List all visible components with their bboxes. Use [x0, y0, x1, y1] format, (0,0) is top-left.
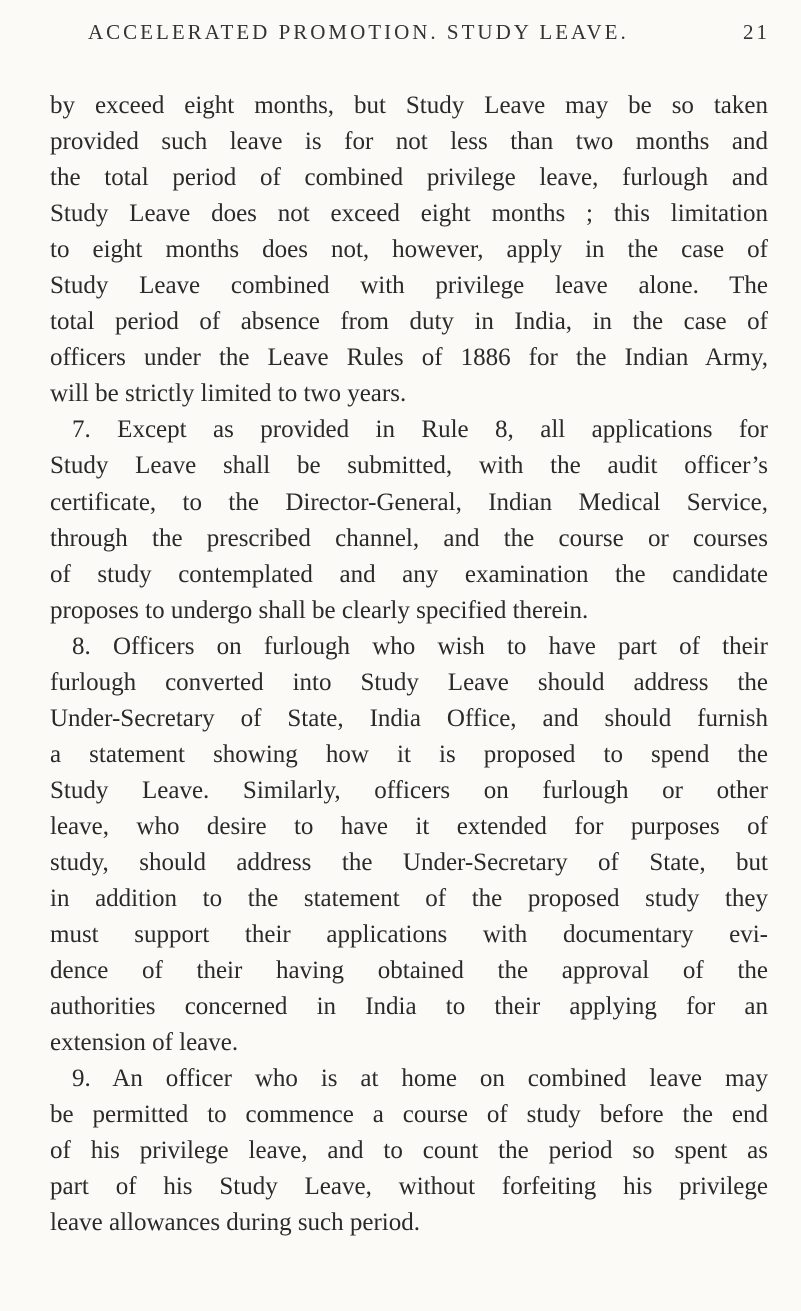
text-line: furlough converted into Study Leave should address the: [50, 668, 768, 696]
text-line: Study Leave. Similarly, officers on furlough or other: [50, 776, 768, 804]
text-line: proposes to undergo shall be clearly specified therein.: [50, 596, 589, 624]
text-line: provided such leave is for not less than two months and: [50, 128, 768, 156]
text-line: of his privilege leave, and to count the period so spent as: [50, 1137, 768, 1165]
text-line: of study contemplated and any examination the candidate: [50, 560, 768, 588]
running-head-title: ACCELERATED PROMOTION. STUDY LEAVE.: [88, 20, 629, 44]
text-line: leave, who desire to have it extended for purposes of: [50, 812, 768, 840]
text-line: extension of leave.: [50, 1029, 239, 1057]
text-line: certificate, to the Director-General, Indian Medical Service,: [50, 488, 768, 516]
text-line: part of his Study Leave, without forfeiting his privilege: [50, 1173, 768, 1201]
text-line: a statement showing how it is proposed to spend the: [50, 740, 768, 768]
text-line: study, should address the Under-Secretary of State, but: [50, 848, 768, 876]
text-line: officers under the Leave Rules of 1886 for the Indian Army,: [50, 344, 768, 372]
text-line: Study Leave shall be submitted, with the audit officer’s: [50, 452, 768, 480]
paragraph: [50, 629, 768, 1062]
text-line: Study Leave combined with privilege leave alone. The: [50, 272, 768, 300]
text-line: Under-Secretary of State, India Office, and should furnish: [50, 704, 768, 732]
text-line: the total period of combined privilege leave, furlough and: [50, 164, 768, 192]
text-line: dence of their having obtained the approval of the: [50, 957, 768, 985]
text-line: 7. Except as provided in Rule 8, all applications for: [72, 416, 768, 444]
running-head: [88, 20, 770, 56]
body-text: [50, 88, 768, 1242]
text-line: total period of absence from duty in India, in the case of: [50, 308, 768, 336]
text-line: Study Leave does not exceed eight months ; this limitation: [50, 200, 768, 228]
text-line: authorities concerned in India to their applying for an: [50, 993, 768, 1021]
text-line: to eight months does not, however, apply in the case of: [50, 236, 768, 264]
page-number: 21: [743, 20, 770, 44]
paragraph: [50, 88, 768, 412]
text-line: 8. Officers on furlough who wish to have part of their: [72, 632, 768, 660]
text-line: 9. An officer who is at home on combined leave may: [72, 1065, 768, 1093]
text-line: must support their applications with documentary evi-: [50, 921, 768, 949]
text-line: will be strictly limited to two years.: [50, 380, 407, 408]
paragraph: [50, 1061, 768, 1241]
text-line: by exceed eight months, but Study Leave may be so taken: [50, 92, 768, 119]
paragraph: [50, 412, 768, 628]
text-line: through the prescribed channel, and the course or courses: [50, 524, 768, 552]
text-line: in addition to the statement of the proposed study they: [50, 885, 768, 913]
text-line: leave allowances during such period.: [50, 1209, 421, 1237]
text-line: be permitted to commence a course of study before the end: [50, 1101, 768, 1129]
